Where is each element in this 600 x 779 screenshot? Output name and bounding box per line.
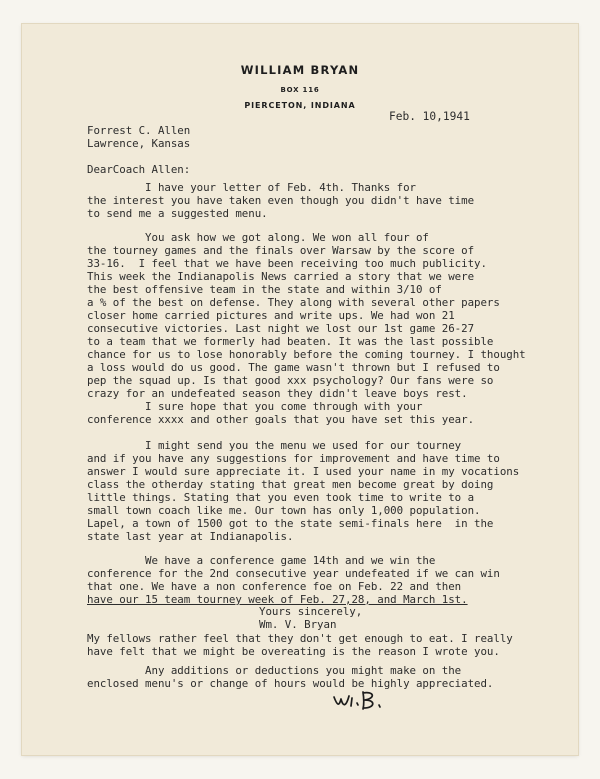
valediction: Yours sincerely, [259,605,363,618]
text-line: to send me a suggested menu. [87,207,268,220]
text-line: I might send you the menu we used for our tourney [87,439,462,452]
text-line: class the otherday stating that great men become great by doing [87,478,494,491]
typed-name: Wm. V. Bryan [259,618,337,631]
text-line: Any additions or deductions you might make on the [87,664,462,677]
text-line: chance for us to lose honorably before the coming tourney. I thought [87,348,526,361]
text-line: You ask how we got along. We won all four of [87,231,429,244]
text-line: to a team that we formerly had beaten. It was the last possible [87,335,494,348]
text-line: state last year at Indianapolis. [87,530,294,543]
text-line: closer home carried pictures and write ups. We had won 21 [87,309,455,322]
text-line: My fellows rather feel that they don't get enough to eat. I really [87,632,513,645]
text-line: crazy for an undefeated season they didn't leave boys rest. [87,387,468,400]
text-line: that one. We have a non conference foe on Feb. 22 and then [87,580,462,593]
text-line: small town coach like me. Our town has only 1,000 population. [87,504,481,517]
salutation: DearCoach Allen: [87,163,191,176]
letter-date: Feb. 10,1941 [389,110,470,123]
text-line: answer I would sure appreciate it. I used your name in my vocations [87,465,520,478]
text-line: the best offensive team in the state and within 3/10 of [87,283,442,296]
letterhead-box: BOX 116 [280,86,320,94]
text-line: pep the squad up. Is that good xxx psychology? Our fans were so [87,374,494,387]
text-line: I sure hope that you come through with your [87,400,423,413]
text-line: Lapel, a town of 1500 got to the state semi-finals here in the [87,517,494,530]
text-line: 33-16. I feel that we have been receiving too much publicity. [87,257,487,270]
recipient-name: Forrest C. Allen [87,124,191,137]
letterhead-name: WILLIAM BRYAN [240,63,360,77]
text-line: conference for the 2nd consecutive year undefeated if we can win [87,567,500,580]
text-line: enclosed menu's or change of hours would be highly appreciated. [87,677,494,690]
text-line: We have a conference game 14th and we win the [87,554,436,567]
handwritten-signature [330,687,420,711]
text-line-underlined: have our 15 team tourney week of Feb. 27,28, and March 1st. [87,593,468,606]
text-line: have felt that we might be overeating is the reason I wrote you. [87,645,500,658]
text-line: conference xxxx and other goals that you have set this year. [87,413,475,426]
text-line: the tourney games and the finals over Warsaw by the score of [87,244,475,257]
text-line: This week the Indianapolis News carried a story that we were [87,270,475,283]
text-line: the interest you have taken even though you didn't have time [87,194,475,207]
text-line: a % of the best on defense. They along with several other papers [87,296,500,309]
recipient-city: Lawrence, Kansas [87,137,191,150]
letterhead-city: PIERCETON, INDIANA [244,101,356,110]
text-line: and if you have any suggestions for improvement and have time to [87,452,500,465]
text-line: little things. Stating that you even took time to write to a [87,491,475,504]
text-line: a loss would do us good. The game wasn't thrown but I refused to [87,361,500,374]
text-line: consecutive victories. Last night we lost our 1st game 26-27 [87,322,475,335]
text-line: I have your letter of Feb. 4th. Thanks for [87,181,416,194]
